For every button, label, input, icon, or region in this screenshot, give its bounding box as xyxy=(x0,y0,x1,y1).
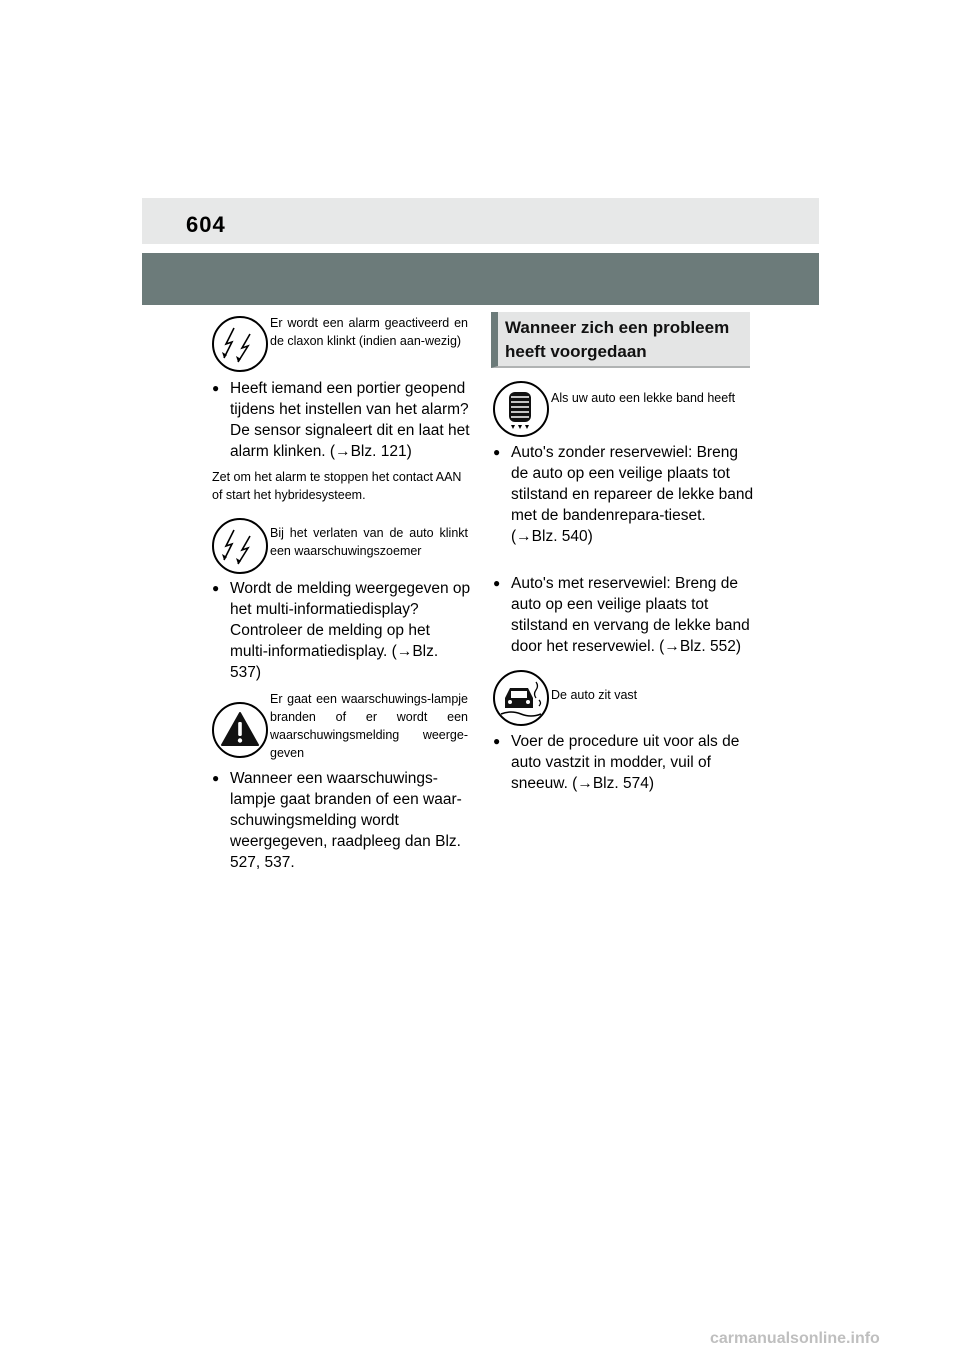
flat-tire-bullet-no-spare: ● Auto's zonder reservewiel: Breng de auto op een veilige plaats tot stilstand en repareer de lekke band met de bandenrepara-tieset. (→Blz. 540) xyxy=(493,442,755,547)
flat-tire-bullet-spare: ● Auto's met reservewiel: Breng de auto op een veilige plaats tot stilstand en vervang de lekke band door het reservewiel. (→Blz. 552) xyxy=(493,573,755,657)
alarm-flash-icon xyxy=(212,518,268,574)
warning-triangle-icon xyxy=(212,702,268,758)
section-bar xyxy=(142,253,819,305)
stuck-car-icon xyxy=(493,670,549,726)
buzzer-caption: Bij het verlaten van de auto klinkt een waarschuwingszoemer xyxy=(270,526,468,558)
flat-tire-icon xyxy=(493,381,549,437)
watermark: carmanualsonline.info xyxy=(710,1330,880,1347)
alarm-stop-note: Zet om het alarm te stoppen het contact AAN of start het hybridesysteem. xyxy=(212,470,462,502)
stuck-caption: De auto zit vast xyxy=(551,688,638,702)
page-header xyxy=(142,198,819,244)
warning-light-caption: Er gaat een waarschuwings-lampje branden of er wordt een waarschuwingsmelding weerge-geven xyxy=(270,692,468,760)
warning-light-bullet: ● Wanneer een waarschuwings-lampje gaat branden of een waar-schuwingsmelding wordt weergegeven, raadpleeg dan Blz. 527, 537. xyxy=(212,768,472,873)
buzzer-bullet: ● Wordt de melding weergegeven op het multi-informatiedisplay? Controleer de melding op het multi-informatiedisplay. (→Blz. 537) xyxy=(212,578,472,683)
stuck-bullet: ● Voer de procedure uit voor als de auto vastzit in modder, vuil of sneeuw. (→Blz. 574) xyxy=(493,731,755,794)
alarm-horn-caption: Er wordt een alarm geactiveerd en de claxon klinkt (indien aan-wezig) xyxy=(270,316,468,348)
page-number: 604 xyxy=(186,212,226,237)
alarm-horn-bullet: ● Heeft iemand een portier geopend tijdens het instellen van het alarm? De sensor signaleert dit en laat het alarm klinken. (→Blz. 121) xyxy=(212,378,472,462)
flat-tire-caption: Als uw auto een lekke band heeft xyxy=(551,391,736,405)
alarm-flash-icon xyxy=(212,316,268,372)
section-heading: Wanneer zich een probleem heeft voorgedaan xyxy=(491,312,750,368)
